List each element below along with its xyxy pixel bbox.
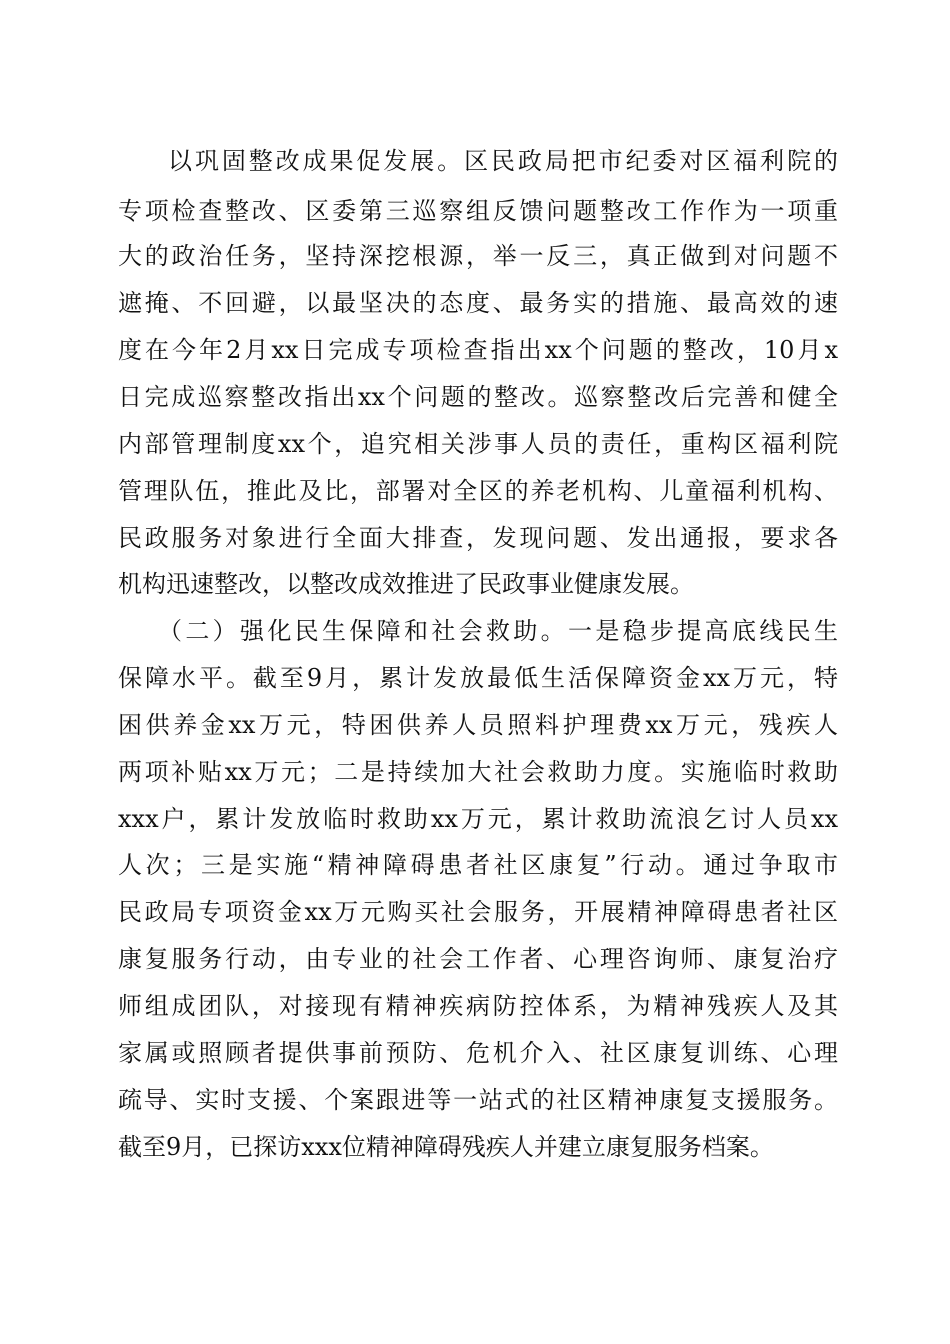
paragraph-1-line-7: 内部管理制度xx个，追究相关涉事人员的责任，重构区福利院: [118, 430, 838, 458]
paragraph-1-line-6: 日完成巡察整改指出xx个问题的整改。巡察整改后完善和健全: [118, 383, 838, 411]
paragraph-1-line-2: 专项检查整改、区委第三巡察组反馈问题整改工作作为一项重: [118, 197, 838, 225]
paragraph-2-line-6: 人次；三是实施“精神障碍患者社区康复”行动。通过争取市: [118, 851, 838, 879]
paragraph-1-line-5: 度在今年2月xx日完成专项检查指出xx个问题的整改，10月x: [118, 336, 838, 364]
section-heading-line: （二）强化民生保障和社会救助。一是稳步提高底线民生: [158, 617, 838, 645]
paragraph-2-line-12: 截至9月，已探访xxx位精神障碍残疾人并建立康复服务档案。: [118, 1133, 774, 1161]
paragraph-2-line-9: 师组成团队，对接现有精神疾病防控体系，为精神残疾人及其: [118, 992, 838, 1020]
paragraph-1-line-1: 以巩固整改成果促发展。区民政局把市纪委对区福利院的: [168, 147, 838, 175]
paragraph-2-line-7: 民政局专项资金xx万元购买社会服务，开展精神障碍患者社区: [118, 898, 838, 926]
paragraph-1-line-10: 机构迅速整改，以整改成效推进了民政事业健康发展。: [118, 570, 694, 598]
paragraph-2-line-3: 困供养金xx万元，特困供养人员照料护理费xx万元，残疾人: [118, 711, 838, 739]
paragraph-2-line-2: 保障水平。截至9月，累计发放最低生活保障资金xx万元，特: [118, 664, 838, 692]
paragraph-1-line-9: 民政服务对象进行全面大排查，发现问题、发出通报，要求各: [118, 524, 838, 552]
paragraph-2-line-10: 家属或照顾者提供事前预防、危机介入、社区康复训练、心理: [118, 1039, 838, 1067]
paragraph-2-line-11: 疏导、实时支援、个案跟进等一站式的社区精神康复支援服务。: [118, 1086, 838, 1114]
paragraph-1-line-8: 管理队伍，推此及比，部署对全区的养老机构、儿童福利机构、: [118, 477, 838, 505]
paragraph-1-line-3: 大的政治任务，坚持深挖根源，举一反三，真正做到对问题不: [118, 242, 838, 270]
paragraph-2-line-8: 康复服务行动，由专业的社会工作者、心理咨询师、康复治疗: [118, 945, 838, 973]
paragraph-2-line-5: xxx户，累计发放临时救助xx万元，累计救助流浪乞讨人员xx: [118, 805, 838, 833]
paragraph-1-line-4: 遮掩、不回避，以最坚决的态度、最务实的措施、最高效的速: [118, 289, 838, 317]
paragraph-2-line-4: 两项补贴xx万元；二是持续加大社会救助力度。实施临时救助: [118, 758, 838, 786]
